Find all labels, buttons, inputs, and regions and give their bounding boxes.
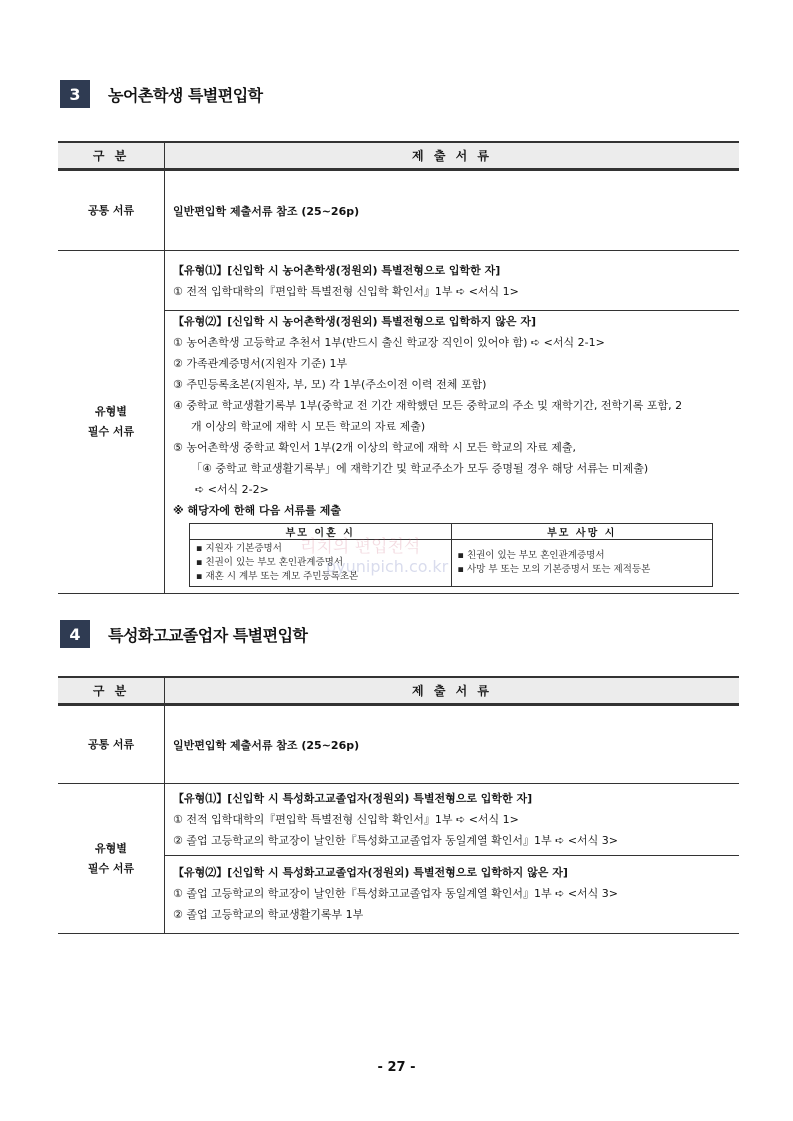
section-number-badge: 3: [60, 80, 90, 108]
section-number-badge: 4: [60, 620, 90, 648]
note-text: ※ 해당자에 한해 다음 서류를 제출: [173, 504, 341, 517]
type2-item: ② 졸업 고등학교의 학교생활기록부 1부: [173, 908, 364, 921]
header-category: 구 분: [58, 142, 165, 170]
type1-item: ② 졸업 고등학교의 학교장이 날인한『특성화고교졸업자 동일계열 확인서』1부 ➪ <서식 3>: [173, 834, 619, 847]
common-docs-label: 공통 서류: [58, 705, 165, 784]
type2-item: ① 졸업 고등학교의 학교장이 날인한『특성화고교졸업자 동일계열 확인서』1부 ➪ <서식 3>: [173, 887, 619, 900]
common-docs-text: 일반편입학 제출서류 참조 (25~26p): [165, 705, 740, 784]
type2-title: 【유형⑵】[신입학 시 농어촌학생(정원외) 특별전형으로 입학하지 않은 자]: [173, 315, 536, 328]
death-docs: ▪ 친권이 있는 부모 혼인관계증명서 ▪ 사망 부 또는 모의 기본증명서 또는 제적등본: [451, 540, 713, 587]
divorce-header: 부모 이혼 시: [190, 524, 452, 540]
required-docs-content: [165, 251, 740, 594]
header-category: 구 분: [58, 677, 165, 705]
header-documents: 제 출 서 류: [165, 677, 740, 705]
type2-item: ④ 중학교 학교생활기록부 1부(중학교 전 기간 재학했던 모든 중학교의 주소 및 재학기간, 전학기록 포함, 2: [173, 399, 683, 412]
type2-block: [165, 310, 739, 587]
divorce-docs: ▪ 지원자 기본증명서 ▪ 친권이 있는 부모 혼인관계증명서 ▪ 재혼 시 계부 또는 계모 주민등록초본: [190, 540, 452, 587]
required-docs-content: [165, 784, 740, 934]
death-header: 부모 사망 시: [451, 524, 713, 540]
type2-item: ③ 주민등록초본(지원자, 부, 모) 각 1부(주소이전 이력 전체 포함): [173, 378, 487, 391]
common-docs-label: 공통 서류: [58, 170, 165, 251]
type2-item: ➪ <서식 2-2>: [195, 483, 269, 496]
type1-title: 【유형⑴】[신입학 시 특성화고교졸업자(정원외) 특별전형으로 입학한 자]: [173, 792, 533, 805]
type1-item: ① 전적 입학대학의『편입학 특별전형 신입학 확인서』1부 ➪ <서식 1>: [173, 285, 519, 298]
type2-item: ⑤ 농어촌학생 중학교 확인서 1부(2개 이상의 학교에 재학 시 모든 학교의 자료 제출,: [173, 441, 577, 454]
section-title: 특성화고교졸업자 특별편입학: [108, 625, 308, 645]
type2-item: ② 가족관계증명서(지원자 기준) 1부: [173, 357, 348, 370]
page-number: - 27 -: [377, 1060, 416, 1075]
section-3-table: [58, 141, 739, 594]
type2-item: ① 농어촌학생 고등학교 추천서 1부(반드시 출신 학교장 직인이 있어야 함) ➪ <서식 2-1>: [173, 336, 605, 349]
common-docs-text: 일반편입학 제출서류 참조 (25~26p): [165, 170, 740, 251]
section-4-heading: [60, 619, 308, 649]
type2-block: [165, 855, 739, 925]
watermark: 리치의 편입천석 pyunipich.co.kr: [300, 537, 449, 576]
type1-title: 【유형⑴】[신입학 시 농어촌학생(정원외) 특별전형으로 입학한 자]: [173, 264, 501, 277]
required-docs-label: 유형별 필수 서류: [58, 784, 165, 934]
type1-item: ① 전적 입학대학의『편입학 특별전형 신입학 확인서』1부 ➪ <서식 1>: [173, 813, 519, 826]
section-4-table: [58, 676, 739, 934]
conditional-docs-table: [189, 523, 713, 587]
section-3-heading: [60, 79, 263, 109]
type2-item: 개 이상의 학교에 재학 시 모든 학교의 자료 제출): [191, 420, 426, 433]
header-documents: 제 출 서 류: [165, 142, 740, 170]
section-title: 농어촌학생 특별편입학: [108, 85, 263, 105]
type2-item: 「④ 중학교 학교생활기록부」에 재학기간 및 학교주소가 모두 증명될 경우 해당 서류는 미제출): [191, 462, 649, 475]
type2-title: 【유형⑵】[신입학 시 특성화고교졸업자(정원외) 특별전형으로 입학하지 않은 자]: [173, 866, 568, 879]
required-docs-label: 유형별 필수 서류: [58, 251, 165, 594]
